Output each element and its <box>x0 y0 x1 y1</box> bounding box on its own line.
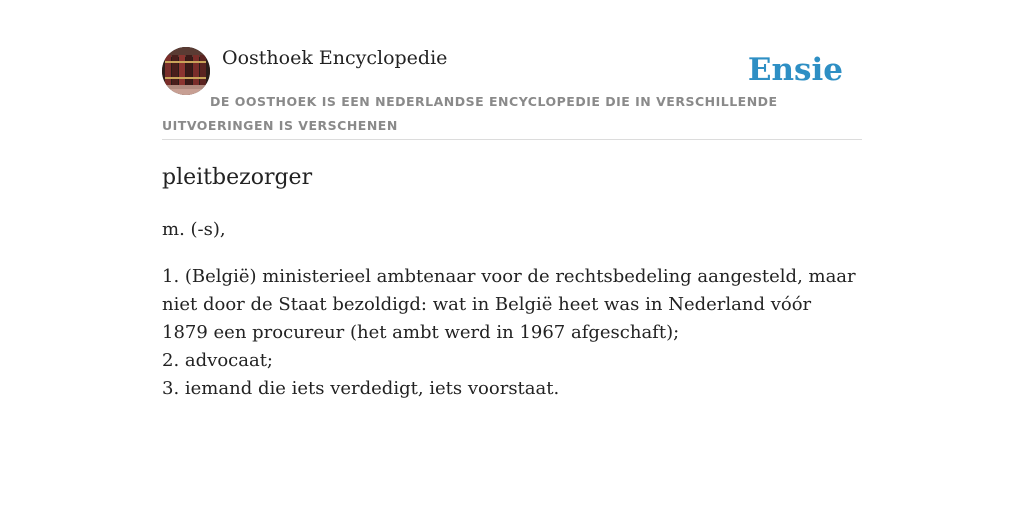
site-description: DE OOSTHOEK IS EEN NEDERLANDSE ENCYCLOPEDIE DIE IN VERSCHILLENDE UITVOERINGEN IS VERSCHENEN <box>162 94 778 133</box>
encyclopedia-avatar[interactable] <box>162 47 210 95</box>
definition-item: 2. advocaat; <box>162 350 273 371</box>
book-spines-icon <box>162 47 210 95</box>
ensie-logo[interactable]: Ensie <box>747 52 843 88</box>
entry-definitions <box>162 263 862 403</box>
entry-grammar: m. (-s), <box>162 219 226 240</box>
site-title-link[interactable]: Oosthoek Encyclopedie <box>222 47 448 69</box>
definition-item: 3. iemand die iets verdedigt, iets voorstaat. <box>162 378 560 399</box>
definition-item: 1. (België) ministerieel ambtenaar voor de rechtsbedeling aangesteld, maar niet door de Staat bezoldigd: wat in België heet was in Nederland vóór 1879 een procureur (het ambt werd in 1967 afgeschaft); <box>162 266 856 343</box>
site-header <box>162 0 862 140</box>
entry-title: pleitbezorger <box>162 165 313 190</box>
page <box>162 0 862 399</box>
